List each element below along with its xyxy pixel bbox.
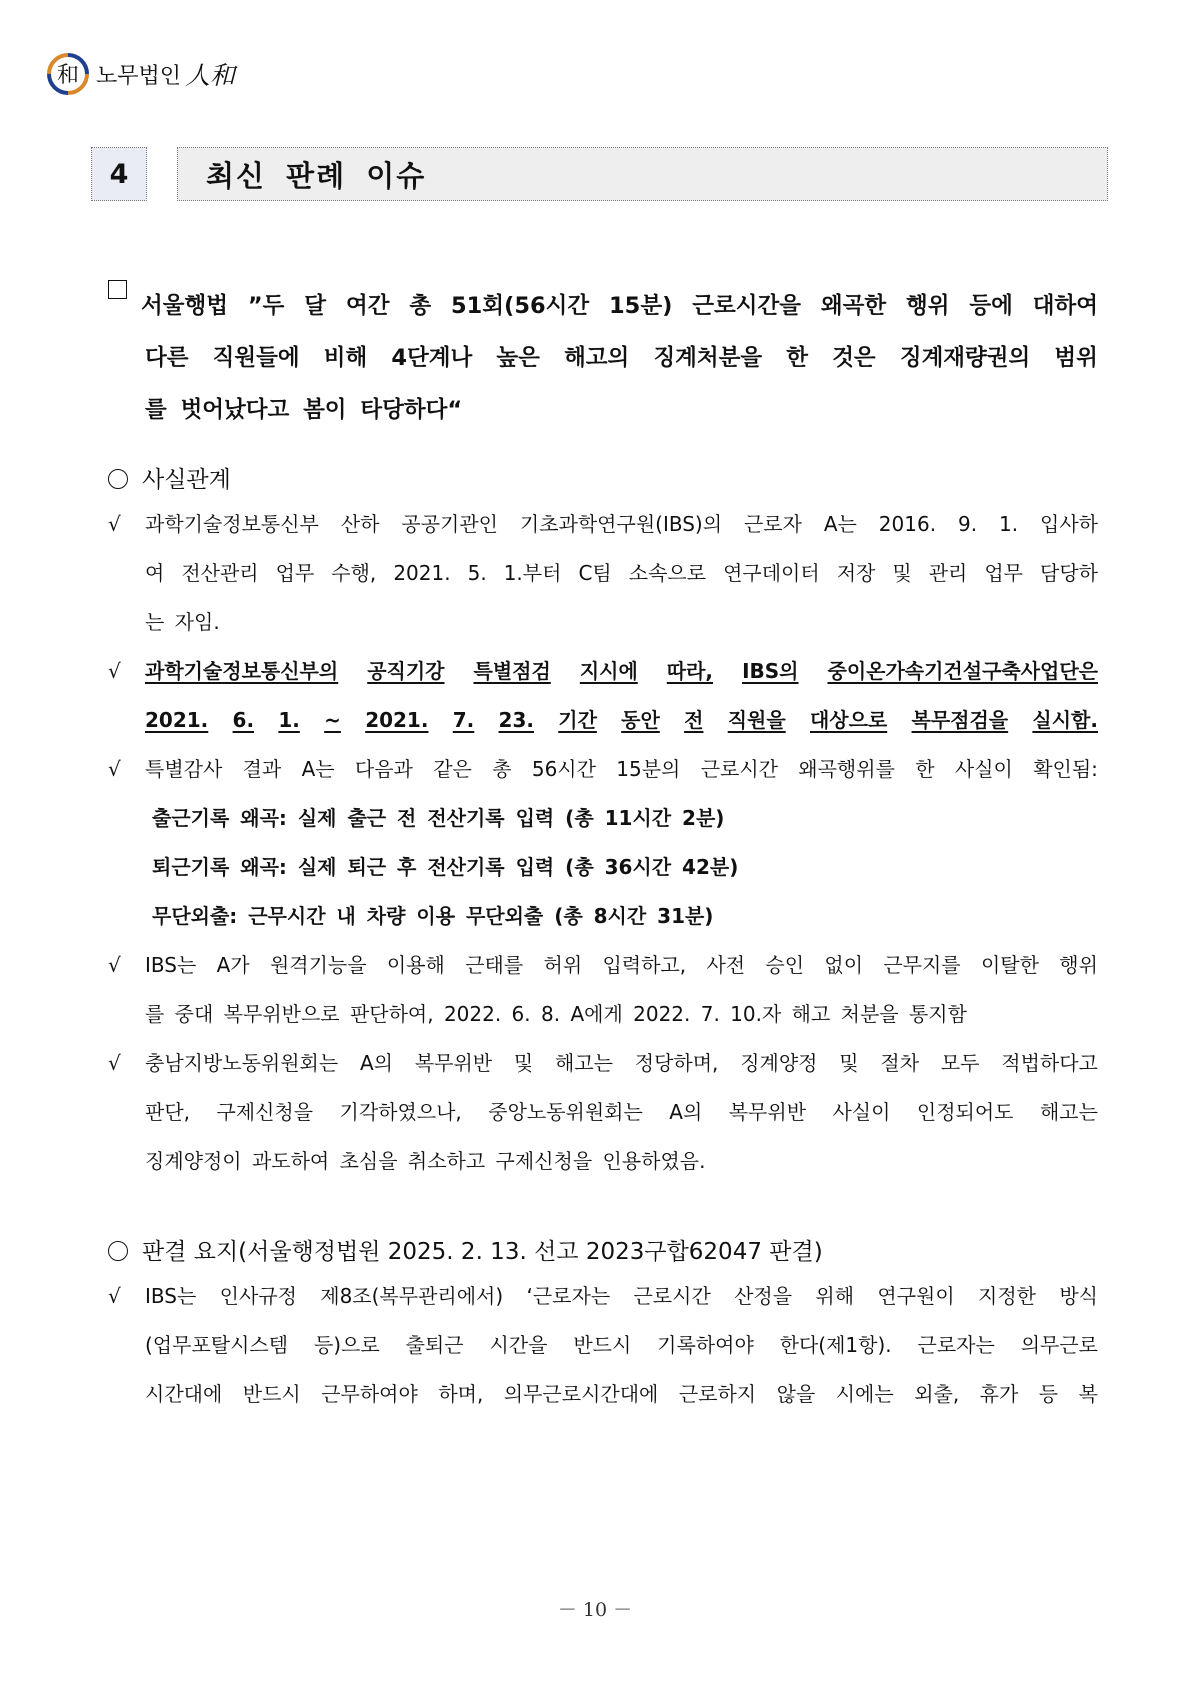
section-title: 최신 판례 이슈 [177, 147, 1108, 201]
word: 인사규정 [219, 1284, 297, 1308]
headline-line-3 [108, 384, 1098, 436]
word: 산정을 [734, 1284, 793, 1308]
word: 근로자는 [917, 1333, 995, 1357]
word: 인정되어도 [916, 1100, 1014, 1124]
word: 복 [1078, 1382, 1098, 1406]
check-mark-icon: √ [108, 1051, 121, 1075]
word: 징계처분을 [653, 345, 763, 371]
word: 근로자 [743, 512, 802, 536]
list-item-text [145, 598, 1098, 647]
case-headline [108, 280, 1098, 436]
word: 업무 [984, 561, 1023, 585]
word: 사전 [706, 953, 746, 977]
word: 다른 [145, 345, 189, 371]
list-item-line [108, 745, 1098, 794]
word: 복무점검을 [911, 708, 1009, 732]
word: 중앙노동위원회는 [488, 1100, 643, 1124]
list-item-line [108, 598, 1098, 647]
list-item-line [108, 500, 1098, 549]
word: 출퇴근 [405, 1333, 464, 1357]
headline-line-1 [108, 280, 1098, 332]
word: 51회(56시간 [451, 293, 590, 319]
word: 시에는 [835, 1382, 894, 1406]
check-mark-icon: √ [108, 953, 121, 977]
list-item-line [108, 990, 1098, 1039]
ruling-list [108, 1272, 1098, 1419]
word: 를 벗어났다고 봄이 타당하다“ [145, 397, 463, 423]
word: 공공기관인 [401, 512, 498, 536]
word: 근로시간 [633, 1284, 711, 1308]
word: 징계양정 [740, 1051, 818, 1075]
word: 5. [467, 561, 487, 585]
word: ”두 [247, 293, 285, 319]
headline-line-2 [108, 332, 1098, 384]
word: 의무근로 [1020, 1333, 1098, 1357]
word: 휴가 [979, 1382, 1019, 1406]
word: 확인됨: [1033, 757, 1098, 781]
company-logo [46, 52, 235, 96]
word: 근로하지 [678, 1382, 757, 1406]
word: 비해 [323, 345, 368, 371]
word: 6. [232, 708, 255, 732]
list-item-text [145, 647, 1098, 696]
word: 수행, [331, 561, 377, 585]
circle-bullet-icon [108, 1241, 128, 1261]
word: 대상으로 [809, 708, 888, 732]
word: 1.부터 [503, 561, 562, 585]
checkbox-square-icon [108, 280, 127, 299]
subitem-text: 퇴근기록 왜곡: 실제 퇴근 후 전산기록 입력 (총 36시간 42분) [152, 855, 739, 879]
list-subitem [108, 794, 1098, 843]
word: 징계재량권의 [899, 345, 1031, 371]
word: 특별점검 [473, 659, 551, 683]
word: 공직기강 [367, 659, 445, 683]
svg-text:和: 和 [56, 63, 80, 88]
word: 범위 [1054, 345, 1098, 371]
subitem-text: 무단외출: 근무시간 내 차량 이용 무단외출 (총 8시간 31분) [152, 904, 714, 928]
word: 1. [999, 512, 1019, 536]
ruling-heading [108, 1233, 823, 1266]
list-item-line [108, 1088, 1098, 1137]
list-subitem [108, 892, 1098, 941]
word: 등 [1038, 1382, 1059, 1406]
word: 지정한 [978, 1284, 1036, 1308]
list-item-text [145, 1039, 1098, 1088]
word: 근로시간 [700, 757, 778, 781]
list-item-text [145, 696, 1098, 745]
word: 총 [409, 293, 432, 319]
word: C팀 [578, 561, 612, 585]
word: 23. [498, 708, 534, 732]
list-item-text [145, 1088, 1098, 1137]
word: 2016. [878, 512, 937, 536]
word: 구제신청을 [216, 1100, 314, 1124]
word: 시간을 [489, 1333, 548, 1357]
word: 2021. [365, 708, 429, 732]
word: 위해 [815, 1284, 855, 1308]
word: 한 [915, 757, 935, 781]
facts-heading-text: 사실관계 [142, 467, 231, 493]
word: 산하 [340, 512, 380, 536]
word: 특별감사 [145, 757, 223, 781]
word: 입사하 [1040, 512, 1098, 536]
word: 등)으로 [313, 1333, 380, 1357]
word: 입력하고, [602, 953, 687, 977]
list-item-text [145, 1370, 1098, 1419]
word: 한 [786, 345, 809, 371]
word: 총 [492, 757, 512, 781]
page-number: － 10 － [557, 1599, 633, 1621]
word: 반드시 [242, 1382, 301, 1406]
word: 달 [304, 293, 327, 319]
word: 행위 [906, 293, 950, 319]
word: ‘근로자는 [526, 1284, 611, 1308]
word: 외출, [914, 1382, 960, 1406]
word: 여 [145, 561, 165, 585]
word: 과학기술정보통신부의 [145, 659, 339, 683]
word: 복무위반 [414, 1051, 493, 1075]
list-item-text [145, 549, 1098, 598]
circle-bullet-icon [108, 469, 128, 489]
list-item-line [108, 1370, 1098, 1419]
word: 전 [684, 708, 704, 732]
word: 방식 [1059, 1284, 1098, 1308]
word: 전산관리 [181, 561, 259, 585]
word: 7. [452, 708, 475, 732]
word: ~ [324, 708, 341, 732]
logo-seal-icon [46, 52, 90, 96]
word: 15분) [609, 293, 673, 319]
list-item-line [108, 647, 1098, 696]
word: 시간대에 [145, 1382, 223, 1406]
word: 소속으로 [628, 561, 707, 585]
word: 승인 [765, 953, 805, 977]
word: 결과 [242, 757, 282, 781]
word: 해고의 [564, 345, 630, 371]
check-mark-icon: √ [108, 512, 121, 536]
check-mark-icon: √ [108, 757, 121, 781]
word: 및 [839, 1051, 859, 1075]
word: 근태를 [465, 953, 524, 977]
list-item-text [145, 500, 1098, 549]
word: 복무위반 [728, 1100, 807, 1124]
word: 정당하며, [634, 1051, 719, 1075]
list-item-line [108, 1272, 1098, 1321]
word: 관리 [928, 561, 968, 585]
word: 허위 [543, 953, 583, 977]
word: 15분의 [616, 757, 681, 781]
word: 다음과 [354, 757, 413, 781]
word: 왜곡한 [820, 293, 887, 319]
list-item-text [145, 745, 1098, 794]
list-item-text [145, 990, 1098, 1039]
word: IBS는 [145, 953, 197, 977]
check-mark-icon: √ [108, 1284, 121, 1308]
word: 9. [957, 512, 978, 536]
word: 반드시 [573, 1333, 632, 1357]
word: 기간 [558, 708, 597, 732]
word: 한다(제1항). [779, 1333, 892, 1357]
word: 행위 [1059, 953, 1098, 977]
section-number: 4 [91, 147, 147, 201]
word: 대하여 [1032, 293, 1098, 319]
word: 같은 [433, 757, 472, 781]
list-item-text [145, 1272, 1098, 1321]
word: 모두 [940, 1051, 980, 1075]
subitem-text: 출근기록 왜곡: 실제 출근 전 전산기록 입력 (총 11시간 2분) [152, 806, 725, 830]
list-item-line [108, 696, 1098, 745]
word: 하며, [438, 1382, 484, 1406]
word: 직원들에 [212, 345, 300, 371]
word: 담당하 [1040, 561, 1098, 585]
word: 중이온가속기건설구축사업단은 [827, 659, 1098, 683]
word: 높은 [496, 345, 540, 371]
word: 기초과학연구원(IBS)의 [519, 512, 723, 536]
word: 사실이 [954, 757, 1013, 781]
word: A는 [301, 757, 335, 781]
word: 연구원이 [877, 1284, 955, 1308]
word: 징계양정이 과도하여 초심을 취소하고 구제신청을 인용하였음. [145, 1149, 706, 1173]
word: 않을 [776, 1382, 816, 1406]
ruling-heading-text: 판결 요지(서울행정법원 2025. 2. 13. 선고 2023구합62047 판결) [142, 1239, 823, 1265]
word: A가 [216, 953, 250, 977]
word: 56시간 [531, 757, 596, 781]
logo-hanja: 人和 [185, 61, 236, 90]
list-item-line [108, 1039, 1098, 1088]
list-item-text [145, 941, 1098, 990]
word: 근로시간을 [692, 293, 801, 319]
word: A의 [360, 1051, 394, 1075]
list-item-text [145, 1137, 1098, 1186]
word: A의 [669, 1100, 703, 1124]
facts-list [108, 500, 1098, 1186]
list-item-line [108, 941, 1098, 990]
word: 근무지를 [883, 953, 961, 977]
word: 는 자임. [145, 610, 220, 634]
list-item-text [145, 1321, 1098, 1370]
word: 충남지방노동위원회는 [145, 1051, 339, 1075]
word: 것은 [832, 345, 876, 371]
word: 사실이 [832, 1100, 891, 1124]
word: 제8조(복무관리에서) [320, 1284, 504, 1308]
word: 서울행법 [141, 293, 228, 319]
list-item-line [108, 1137, 1098, 1186]
word: 판단, [145, 1100, 190, 1124]
word: A는 [823, 512, 857, 536]
word: 이용해 [386, 953, 445, 977]
word: 기각하였으나, [339, 1100, 462, 1124]
word: IBS의 [742, 659, 799, 683]
word: 의무근로시간대에 [503, 1382, 659, 1406]
check-mark-icon: √ [108, 659, 121, 683]
word: 근무하여야 [321, 1382, 418, 1406]
word: 적법하다고 [1001, 1051, 1098, 1075]
word: 해고는 [555, 1051, 613, 1075]
word: 절차 [880, 1051, 920, 1075]
word: 등에 [969, 293, 1013, 319]
word: 실시함. [1032, 708, 1098, 732]
word: 및 [892, 561, 912, 585]
word: 없이 [824, 953, 864, 977]
word: 직원을 [727, 708, 786, 732]
word: 이탈한 [980, 953, 1039, 977]
word: 여간 [345, 293, 390, 319]
word: 지시에 [579, 659, 638, 683]
logo-text: 노무법인 [96, 63, 182, 89]
word: 2021. [145, 708, 209, 732]
word: 및 [513, 1051, 534, 1075]
word: 1. [278, 708, 300, 732]
word: 연구데이터 [723, 561, 820, 585]
word: 과학기술정보통신부 [145, 512, 319, 536]
list-item-line [108, 1321, 1098, 1370]
word: 저장 [836, 561, 876, 585]
word: 원격기능을 [269, 953, 367, 977]
word: (업무포탈시스템 [145, 1333, 289, 1357]
word: 왜곡행위를 [798, 757, 895, 781]
list-subitem [108, 843, 1098, 892]
word: 를 중대 복무위반으로 판단하여, 2022. 6. 8. A에게 2022. 7. 10.자 해고 처분을 통지함 [145, 1002, 967, 1026]
word: 따라, [666, 659, 714, 683]
word: 해고는 [1039, 1100, 1098, 1124]
word: 기록하여야 [657, 1333, 754, 1357]
word: 업무 [275, 561, 315, 585]
word: IBS는 [145, 1284, 197, 1308]
word: 4단계나 [391, 345, 473, 371]
word: 동안 [621, 708, 660, 732]
facts-heading [108, 461, 231, 494]
list-item-line [108, 549, 1098, 598]
word: 2021. [393, 561, 451, 585]
